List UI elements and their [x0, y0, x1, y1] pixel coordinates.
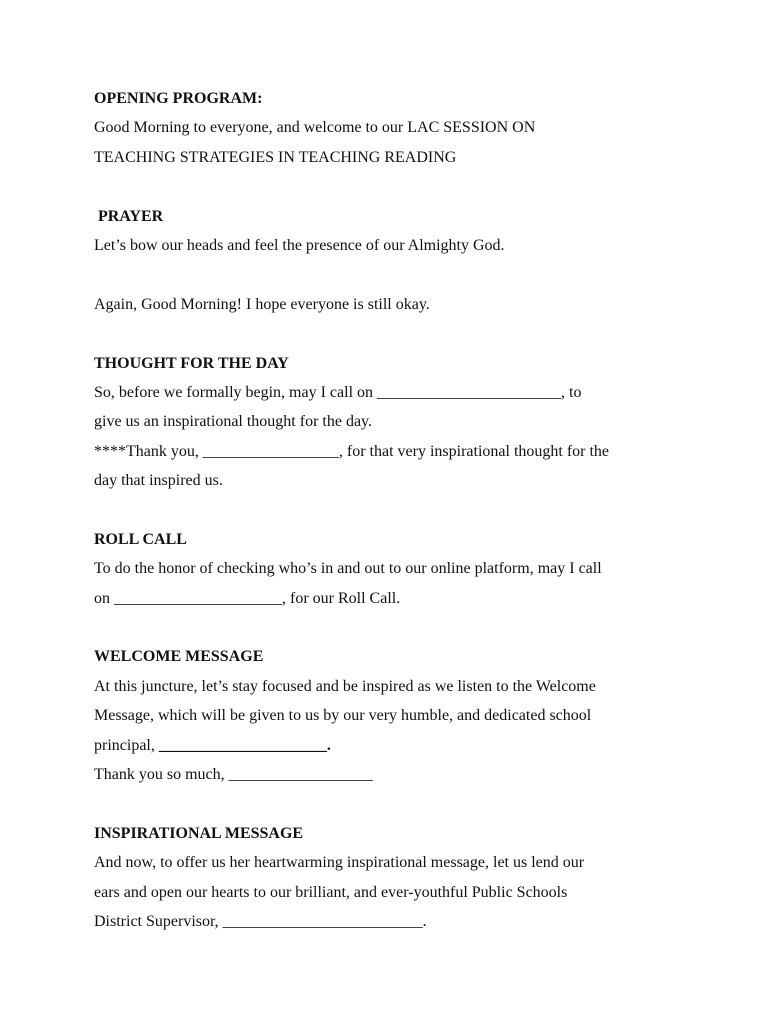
prayer-line-1: Let’s bow our heads and feel the presence of our Almighty God. [94, 236, 505, 254]
roll-call-heading: ROLL CALL [94, 530, 187, 548]
spacer [94, 172, 694, 201]
welcome-line-3 [94, 731, 694, 760]
spacer [94, 613, 694, 642]
spacer [94, 319, 694, 348]
thought-heading: THOUGHT FOR THE DAY [94, 354, 289, 372]
welcome-line-1: At this juncture, let’s stay focused and be inspired as we listen to the Welcome [94, 677, 596, 695]
welcome-line-3-prefix: principal, [94, 736, 159, 754]
opening-program-heading: OPENING PROGRAM: [94, 90, 263, 107]
thought-line-3: ****Thank you, _________________, for that very inspirational thought for the [94, 442, 610, 460]
opening-line-2: TEACHING STRATEGIES IN TEACHING READING [94, 148, 457, 166]
spacer [94, 789, 694, 818]
welcome-heading: WELCOME MESSAGE [94, 648, 264, 666]
roll-call-line-2: on _____________________, for our Roll Call. [94, 589, 401, 607]
inspirational-line-2: ears and open our hearts to our brilliant, and ever-youthful Public Schools [94, 883, 568, 901]
inspirational-line-3: District Supervisor, _________________________. [94, 912, 427, 930]
inspirational-heading: INSPIRATIONAL MESSAGE [94, 824, 304, 842]
prayer-heading: PRAYER [94, 207, 164, 225]
spacer [94, 260, 694, 289]
roll-call-line-1: To do the honor of checking who’s in and out to our online platform, may I call [94, 560, 602, 578]
inspirational-line-1: And now, to offer us her heartwarming inspirational message, let us lend our [94, 854, 585, 872]
greeting-line: Again, Good Morning! I hope everyone is still okay. [94, 295, 430, 313]
thought-line-2: give us an inspirational thought for the day. [94, 413, 373, 431]
thought-line-1: So, before we formally begin, may I call on _______________________, to [94, 383, 582, 401]
document-page [94, 84, 694, 936]
opening-line-1: Good Morning to everyone, and welcome to our LAC SESSION ON [94, 119, 536, 137]
welcome-line-4: Thank you so much, __________________ [94, 765, 373, 783]
principal-name-blank: _____________________. [158, 736, 331, 754]
thought-line-4: day that inspired us. [94, 472, 223, 490]
spacer [94, 495, 694, 524]
welcome-line-2: Message, which will be given to us by our very humble, and dedicated school [94, 707, 592, 725]
